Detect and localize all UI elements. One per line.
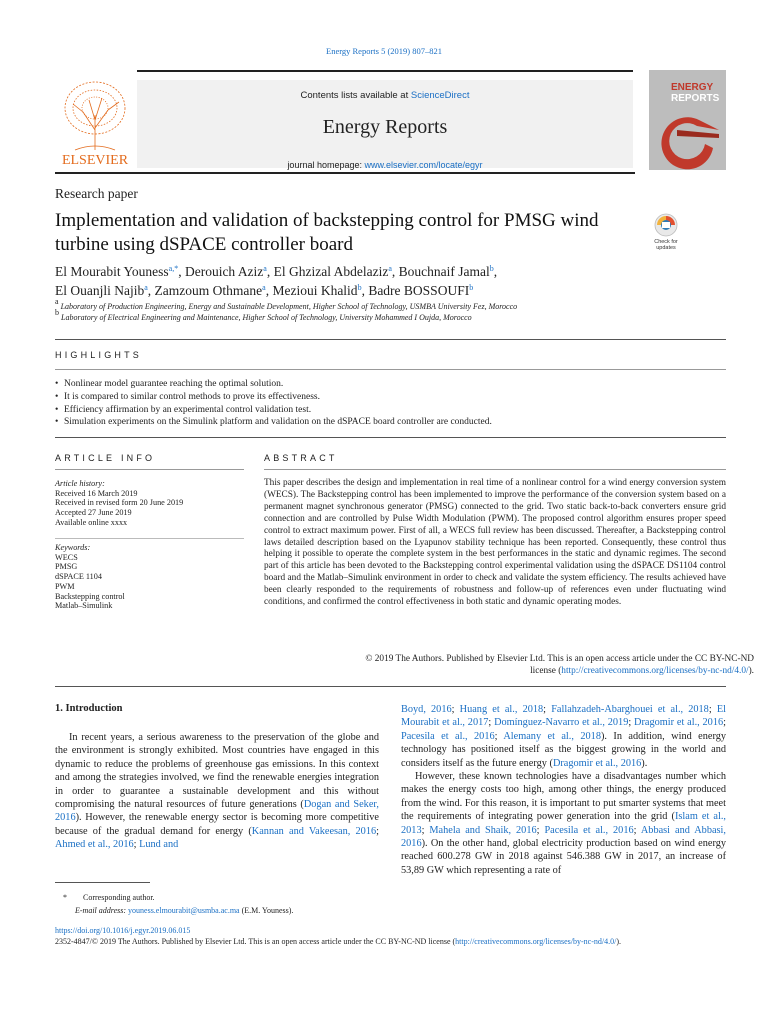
citation-link[interactable]: Islam et al., 2013 <box>401 811 726 836</box>
divider <box>55 339 726 340</box>
abstract-heading: ABSTRACT <box>264 453 338 463</box>
citation-link[interactable]: Dragomir et al., 2016 <box>552 757 642 769</box>
paragraph: However, these known technologies have a disadvantages number which makes the energy costs too high, among other things, the energy produced from the wind. For this reason, it is important to put smarter systems that meet the requirements of integrating power generation into the grid (Islam et al., 2013; Mahela and Shaik, 2016; Pacesila et al., 2016; Abbasi and Abbasi, 2016). On the other hand, global electricity production based on wind energy reached 600.278 GW in 2018 against 546.388 GW in 2017, an increase of 53,89 GW which representing a rate of <box>401 771 726 876</box>
divider <box>264 469 726 470</box>
author[interactable]: Bouchnaif Jamal$^b$ <box>398 264 494 279</box>
author[interactable]: Badre BOSSOUFI$^b$ <box>368 282 474 298</box>
copyright-suffix: ). <box>748 665 754 676</box>
history-item: Received in revised form 20 June 2019 <box>55 498 184 508</box>
highlight-item: • Efficiency affirmation by an experimental control validation test. <box>55 404 735 417</box>
citation-link[interactable]: Dragomir et al., 2016 <box>634 717 724 729</box>
email-suffix: (E.M. Youness). <box>239 906 294 915</box>
author-affiliation-marker[interactable]: a <box>263 264 267 273</box>
author-separator: , <box>266 264 274 279</box>
article-title: Implementation and validation of backstepping control for PMSG wind turbine using dSPACE controller board <box>55 210 599 255</box>
author-affiliation-marker[interactable]: a,* <box>168 264 179 273</box>
abstract-text: This paper describes the design and implementation in real time of a nonlinear control for a wind energy conversion system (WECS). The Backstepping control has been implemented to improve the performance of the conversion system based on a permanent magnet synchronous generator (PMSG) connected to the grid. Two static back-to-back converters ensure grid connection and are controlled by Pulse Width Modulation (PWM). The proposed control algorithm ensures proper speed control to extract maximum power. First of all, a WECS full review has been discussed. Thereafter, a Backstepping control laws detailed description based on the Lyapunov stability technique has been reported. Consequently, these control thus helping it possible to operate the complete system in the best performances in the static and dynamic regimes. The second part of this article has been devoted to the Backstepping control experimental validation using the dSPACE DS1104 control board and the Matlab–Simulink environment in order to check and validate the system efficiency. The results achieved have been clearly responded to the requirements of robustness and follow-up of references even under fluctuating wind conditions, and confirmed the control effectiveness in both static and dynamic operating modes. <box>264 478 726 608</box>
citation-link[interactable]: Pacesila et al., 2016 <box>544 824 634 836</box>
author[interactable]: Derouich Aziz$^a$ <box>184 264 267 279</box>
journal-name[interactable]: Energy Reports <box>322 116 448 138</box>
citation-link[interactable]: El Mourabit et al., 2017 <box>401 704 727 729</box>
affiliation <box>55 307 695 324</box>
citation-link[interactable]: Ahmed et al., 2016 <box>55 839 134 851</box>
license-suffix: ). <box>616 937 621 946</box>
keyword: PMSG <box>55 562 78 572</box>
keywords-label: Keywords: <box>55 543 91 552</box>
citation-link[interactable]: Mahela and Shaik, 2016 <box>429 824 537 836</box>
citation-link[interactable]: Pacesila et al., 2016 <box>401 730 495 742</box>
homepage-link[interactable]: www.elsevier.com/locate/egyr <box>364 160 483 170</box>
highlight-item: • Simulation experiments on the Simulink platform and validation on the dSPACE board controller are conducted. <box>55 416 735 429</box>
email-label: E-mail address: <box>75 906 127 915</box>
copyright-line: © 2019 The Authors. Published by Elsevier Ltd. This is an open access article under the CC BY-NC-ND <box>365 654 754 664</box>
citation-link[interactable]: Lund and <box>139 839 179 851</box>
citation-link[interactable]: Alemany et al., 2018 <box>503 730 601 742</box>
author-separator: , <box>493 264 498 279</box>
corresponding-author-note: * Corresponding author. <box>55 891 385 904</box>
check-badge-line1: Check for <box>654 239 678 245</box>
contents-prefix: Contents lists available at <box>300 90 411 101</box>
divider <box>55 469 244 470</box>
paragraph: In recent years, a serious awareness to the preservation of the globe and the environment is strongly exhibited. Most countries have engaged in this dynamic to reduce the problems of greenhouse gas emissions. In this context and among the strategies involved, we find the renewable energies integration in order to guarantee a sustainable development and this without compromising the natural resources of future generations (Dogan and Seker, 2016). However, the renewable energy sector is becoming more competitive because of the gradual demand for energy (Kannan and Vakeesan, 2016; Ahmed et al., 2016; Lund and <box>55 732 379 851</box>
journal-cover[interactable] <box>649 70 726 170</box>
history-item: Available online xxxx <box>55 517 128 527</box>
publisher-name: ELSEVIER <box>61 153 129 168</box>
citation-link[interactable]: Kannan and Vakeesan, 2016 <box>251 825 377 837</box>
email-link[interactable]: youness.elmourabit@usmba.ac.ma <box>128 906 240 915</box>
article-info-heading: ARTICLE INFO <box>55 453 156 463</box>
highlights-heading: HIGHLIGHTS <box>55 350 143 360</box>
author-affiliation-marker[interactable]: b <box>489 264 494 273</box>
highlights-list <box>55 378 735 429</box>
elsevier-logo[interactable] <box>55 70 135 170</box>
footnote-star: * <box>63 893 67 902</box>
affiliation-text: Laboratory of Electrical Engineering and Maintenance, Higher School of Technology, University Mohammed I Oujda, Morocco <box>61 312 472 322</box>
citation-link[interactable]: Abbasi and Abbasi, 2016 <box>401 824 726 850</box>
keyword: dSPACE 1104 <box>55 572 102 582</box>
section-heading-introduction: 1. Introduction <box>55 703 123 714</box>
footnote <box>55 891 385 917</box>
keyword: PWM <box>55 581 75 591</box>
license-footer-link[interactable]: http://creativecommons.org/licenses/by-nc-nd/4.0/ <box>455 937 617 946</box>
body-column-left <box>55 731 379 852</box>
citation-link[interactable]: Domínguez-Navarro et al., 2019 <box>494 717 629 729</box>
author-affiliation-marker[interactable]: b <box>469 282 474 292</box>
keywords <box>55 543 245 611</box>
sciencedirect-link[interactable]: ScienceDirect <box>410 90 470 101</box>
doi-link[interactable]: https://doi.org/10.1016/j.egyr.2019.06.015 <box>55 926 191 935</box>
affiliation-label: b <box>55 307 59 317</box>
copyright-prefix: license ( <box>530 665 562 676</box>
citation-link[interactable]: Dogan and Seker, 2016 <box>55 799 379 824</box>
divider <box>55 538 244 539</box>
history-label: Article history: <box>55 479 105 488</box>
paragraph: Boyd, 2016; Huang et al., 2018; Fallahzadeh-Abarghouei et al., 2018; El Mourabit et al., 2017; Domínguez-Navarro et al., 2019; Dragomir et al., 2016; Pacesila et al., 2016; Alemany et al., 2018). In addition, wind energy technology has positioned itself as the biggest growing in the world and considers itself as the future energy (Dragomir et al., 2016). <box>401 704 727 769</box>
divider <box>55 369 726 370</box>
affiliations <box>55 297 695 323</box>
author[interactable]: Mezioui Khalid$^b$ <box>272 282 362 298</box>
author-separator: , <box>391 264 399 279</box>
license-footer <box>55 937 735 948</box>
affiliation-label: a <box>55 297 59 306</box>
author-affiliation-marker[interactable]: a <box>144 282 148 292</box>
history-item: Received 16 March 2019 <box>55 488 138 498</box>
header-rule-bottom <box>55 172 635 174</box>
author-list <box>55 263 675 300</box>
author[interactable]: El Ouanjli Najib$^a$ <box>55 282 148 298</box>
header-rule <box>137 70 633 72</box>
affiliation-text: Laboratory of Production Engineering, Energy and Sustainable Development, Higher School of Technology, USMBA University Fez, Morocco <box>60 302 518 311</box>
license-text: 2352-4847/© 2019 The Authors. Published by Elsevier Ltd. This is an open access article under the CC BY-NC-ND license ( <box>55 937 456 946</box>
citation-link[interactable]: Huang et al., 2018 <box>459 704 544 715</box>
author-separator: , <box>178 264 185 279</box>
journal-header-box <box>137 80 633 168</box>
citation-link[interactable]: Fallahzadeh-Abarghouei et al., 2018 <box>551 704 709 715</box>
abstract-copyright <box>264 654 754 678</box>
cover-image <box>649 70 726 170</box>
author-separator: , <box>147 282 155 298</box>
highlight-item: • It is compared to similar control methods to prove its effectiveness. <box>55 391 735 404</box>
email-note <box>55 904 385 917</box>
homepage-line <box>137 160 633 170</box>
author-separator: , <box>265 282 273 298</box>
author-affiliation-marker[interactable]: a <box>262 282 266 292</box>
keyword: Backstepping control <box>55 591 125 601</box>
body-column-right <box>401 703 726 877</box>
cover-title-1: ENERGY <box>671 82 714 93</box>
divider <box>55 686 726 687</box>
history-item: Accepted 27 June 2019 <box>55 508 132 518</box>
contents-line <box>137 90 633 101</box>
copyright-license-line <box>264 666 754 678</box>
author[interactable]: El Ghzizal Abdelaziz$^a$ <box>273 264 392 279</box>
check-for-updates-badge[interactable] <box>650 212 682 252</box>
author[interactable]: El Mourabit Youness$^{a,*}$ <box>55 264 179 279</box>
citation-link[interactable]: Boyd, 2016 <box>401 704 452 715</box>
author-affiliation-marker[interactable]: b <box>357 282 362 292</box>
author[interactable]: Zamzoum Othmane$^a$ <box>154 282 266 298</box>
article-type: Research paper <box>55 186 138 201</box>
cover-title-2: REPORTS <box>671 93 720 104</box>
journal-reference[interactable]: Energy Reports 5 (2019) 807–821 <box>326 46 442 56</box>
check-badge-line2: updates <box>656 245 676 251</box>
keyword: Matlab–Simulink <box>55 601 113 611</box>
homepage-prefix: journal homepage: <box>287 160 365 170</box>
keyword: WECS <box>55 552 78 562</box>
highlight-item: • Nonlinear model guarantee reaching the optimal solution. <box>55 378 735 391</box>
author-separator: , <box>361 282 369 298</box>
divider <box>55 437 726 438</box>
masthead <box>55 70 635 172</box>
elsevier-tree-icon <box>55 70 135 170</box>
footnote-rule <box>55 882 150 883</box>
author-affiliation-marker[interactable]: a <box>388 264 392 273</box>
license-link[interactable]: http://creativecommons.org/licenses/by-nc-nd/4.0/ <box>561 665 749 676</box>
affiliation <box>55 297 695 313</box>
check-for-updates-icon <box>650 212 682 252</box>
article-history <box>55 479 245 528</box>
